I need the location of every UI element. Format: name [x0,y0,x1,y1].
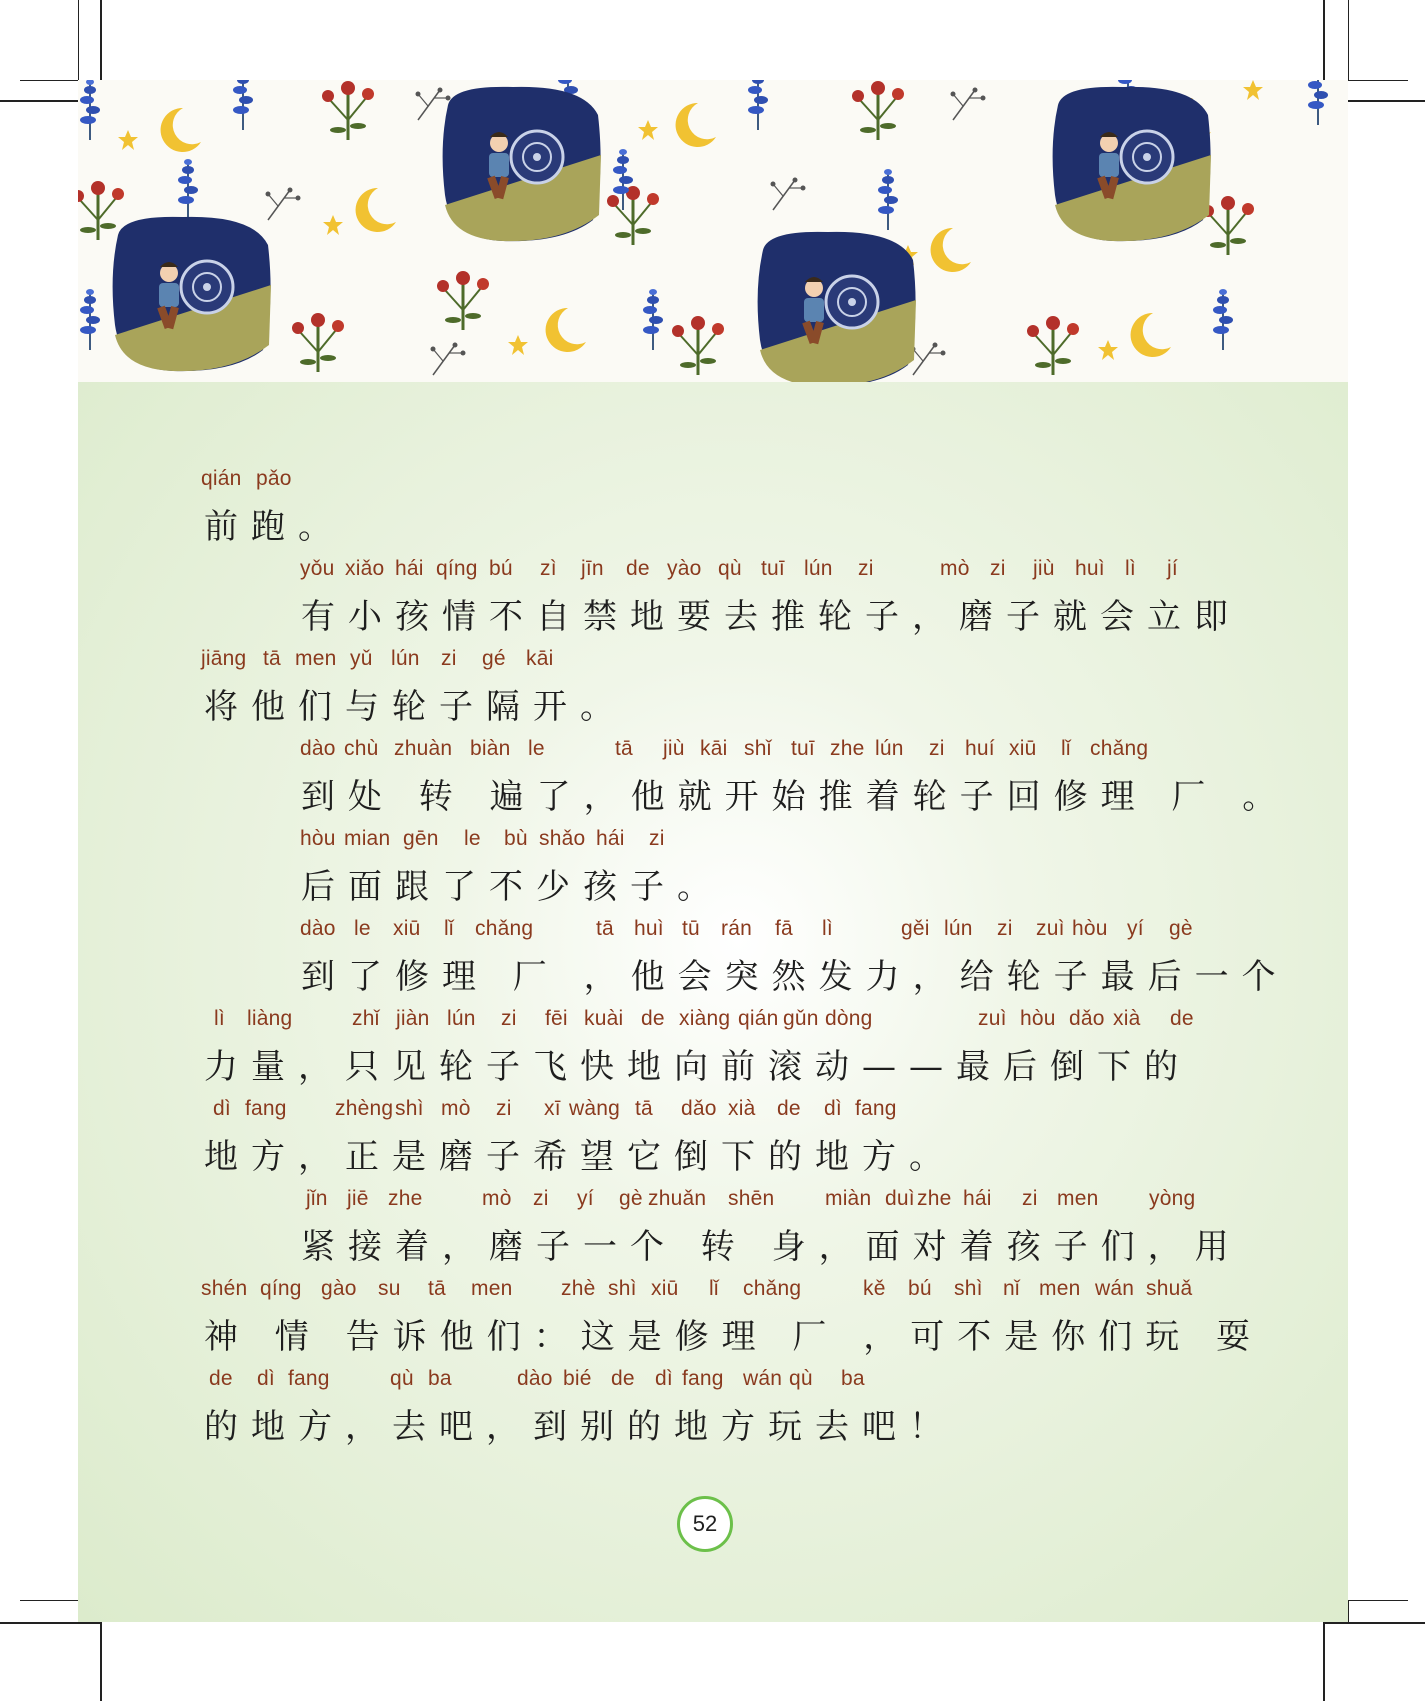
pinyin-syllable: shì [395,1097,424,1120]
text-line [78,1187,1348,1277]
text-line [78,1007,1348,1097]
pinyin-syllable: qù [789,1367,813,1390]
pinyin-syllable: zi [441,647,457,670]
chinese-text: 紧接着，磨子一个 转 身，面对着孩子们，用 [301,1227,1242,1267]
pinyin-syllable: gè [1169,917,1193,940]
pinyin-syllable: xiū [651,1277,679,1300]
pinyin-syllable: xià [728,1097,756,1120]
pinyin-syllable: miàn [825,1187,872,1210]
pinyin-syllable: le [354,917,371,940]
pinyin-syllable: gè [619,1187,643,1210]
pinyin-syllable: zi [496,1097,512,1120]
pinyin-syllable: hái [395,557,424,580]
pinyin-syllable: zuì [1036,917,1065,940]
pinyin-syllable: de [1170,1007,1194,1030]
pinyin-syllable: mò [940,557,970,580]
pinyin-syllable: zhuǎn [648,1187,707,1210]
pinyin-row [78,737,1348,763]
pinyin-syllable: yǔ [350,647,373,670]
pinyin-syllable: hái [596,827,625,850]
pinyin-syllable: tā [263,647,281,670]
pinyin-syllable: lún [391,647,420,670]
pinyin-syllable: qián [738,1007,779,1030]
pinyin-syllable: wán [743,1367,783,1390]
crop-mark [1348,1600,1408,1601]
crop-mark [0,1622,100,1624]
pinyin-syllable: gé [482,647,506,670]
pinyin-syllable: men [1057,1187,1099,1210]
pinyin-syllable: qián [201,467,242,490]
pinyin-syllable: dào [300,737,336,760]
crop-mark [1325,1622,1425,1624]
pinyin-syllable: kě [863,1277,886,1300]
pinyin-syllable: zi [929,737,945,760]
pinyin-syllable: gǔn [783,1007,819,1030]
text-line [78,1277,1348,1367]
pinyin-row [78,1007,1348,1033]
pinyin-syllable: chǎng [1090,737,1149,760]
pinyin-syllable: lǐ [709,1277,719,1300]
pinyin-syllable: qíng [260,1277,302,1300]
pinyin-row [78,467,1348,493]
pinyin-syllable: huí [965,737,995,760]
pinyin-syllable: xiǎo [345,557,385,580]
pinyin-syllable: xiū [1009,737,1037,760]
pinyin-syllable: lún [447,1007,476,1030]
pinyin-syllable: duì [885,1187,915,1210]
pinyin-syllable: zi [649,827,665,850]
pinyin-syllable: xī [544,1097,561,1120]
pinyin-syllable: tuī [791,737,815,760]
pinyin-syllable: qíng [436,557,478,580]
pinyin-syllable: kāi [700,737,728,760]
pinyin-syllable: tā [635,1097,653,1120]
pinyin-syllable: lún [875,737,904,760]
pinyin-syllable: fang [288,1367,330,1390]
pinyin-syllable: zi [533,1187,549,1210]
pinyin-syllable: lún [804,557,833,580]
pinyin-syllable: yòng [1149,1187,1196,1210]
pinyin-row [78,1277,1348,1303]
pinyin-syllable: xiū [393,917,421,940]
pinyin-syllable: tū [682,917,700,940]
pinyin-syllable: kuài [584,1007,624,1030]
pinyin-syllable: tā [615,737,633,760]
pinyin-syllable: men [295,647,337,670]
pinyin-syllable: dào [300,917,336,940]
pinyin-syllable: yǒu [300,557,335,580]
pinyin-syllable: bú [489,557,513,580]
pinyin-syllable: jiàn [396,1007,430,1030]
pinyin-syllable: pǎo [256,467,292,490]
pinyin-syllable: bú [908,1277,932,1300]
pinyin-syllable: rán [721,917,752,940]
chinese-text: 前跑。 [204,507,345,547]
chinese-text: 力量，只见轮子飞快地向前滚动——最后倒下的 [204,1047,1191,1087]
chinese-text: 神 情 告诉他们：这是修理 厂 ，可不是你们玩 耍 [204,1317,1264,1357]
pinyin-syllable: chǎng [475,917,534,940]
pinyin-syllable: fang [245,1097,287,1120]
pinyin-syllable: men [1039,1277,1081,1300]
pinyin-syllable: qù [390,1367,414,1390]
pinyin-syllable: yí [577,1187,594,1210]
pinyin-syllable: fā [775,917,793,940]
chinese-text: 到了修理 厂 ，他会突然发力，给轮子最后一个 [301,957,1289,997]
pinyin-syllable: shuǎ [1146,1277,1193,1300]
pinyin-syllable: hái [963,1187,992,1210]
pinyin-syllable: shén [201,1277,248,1300]
pinyin-syllable: jǐn [306,1187,328,1210]
pinyin-syllable: dǎo [681,1097,717,1120]
chinese-text: 地方，正是磨子希望它倒下的地方。 [204,1137,956,1177]
text-line [78,1367,1348,1457]
pinyin-syllable: tā [428,1277,446,1300]
crop-mark [100,1622,102,1701]
text-panel [78,382,1348,1622]
pinyin-syllable: bù [504,827,528,850]
illustration-pattern [78,80,1348,382]
pinyin-syllable: shēn [728,1187,775,1210]
pinyin-syllable: ba [428,1367,452,1390]
pinyin-syllable: shǎo [539,827,586,850]
pinyin-syllable: qù [718,557,742,580]
pinyin-syllable: fang [682,1367,724,1390]
pinyin-syllable: zi [858,557,874,580]
pinyin-syllable: tā [596,917,614,940]
text-line [78,917,1348,1007]
pinyin-syllable: zi [1022,1187,1038,1210]
pinyin-syllable: bié [563,1367,592,1390]
pinyin-syllable: le [528,737,545,760]
pinyin-syllable: jiē [347,1187,369,1210]
pinyin-syllable: mian [344,827,391,850]
pinyin-syllable: dì [655,1367,673,1390]
pinyin-syllable: jiāng [201,647,247,670]
crop-mark [1348,80,1408,81]
pinyin-syllable: hòu [1020,1007,1056,1030]
page-number: 52 [677,1496,733,1552]
pinyin-syllable: zì [540,557,557,580]
pinyin-syllable: gēn [403,827,439,850]
pinyin-syllable: jiù [1033,557,1055,580]
pinyin-syllable: shǐ [744,737,772,760]
pinyin-syllable: lún [944,917,973,940]
text-line [78,467,1348,557]
pinyin-syllable: yí [1127,917,1144,940]
pinyin-syllable: xià [1113,1007,1141,1030]
pinyin-syllable: chù [344,737,379,760]
pinyin-syllable: tuī [761,557,785,580]
pinyin-syllable: chǎng [743,1277,802,1300]
pinyin-row [78,917,1348,943]
pinyin-row [78,1187,1348,1213]
crop-mark [20,1600,78,1601]
pinyin-syllable: jiù [663,737,685,760]
pinyin-row [78,557,1348,583]
crop-mark [1348,1600,1349,1622]
pinyin-syllable: dào [517,1367,553,1390]
pinyin-syllable: zhǐ [352,1007,380,1030]
pinyin-syllable: hòu [1072,917,1108,940]
pinyin-syllable: jīn [581,557,604,580]
pinyin-syllable: zhe [917,1187,952,1210]
pinyin-syllable: dì [257,1367,275,1390]
pinyin-syllable: zuì [978,1007,1007,1030]
pinyin-syllable: fēi [545,1007,568,1030]
pinyin-syllable: zi [990,557,1006,580]
pinyin-syllable: zhèng [335,1097,394,1120]
pinyin-syllable: dòng [825,1007,873,1030]
pinyin-syllable: zhe [830,737,865,760]
chinese-text: 后面跟了不少孩子。 [301,867,724,907]
pinyin-row [78,1367,1348,1393]
pinyin-syllable: zhè [561,1277,596,1300]
pinyin-syllable: xiàng [679,1007,731,1030]
chinese-text: 有小孩情不自禁地要去推轮子，磨子就会立即 [301,597,1241,637]
crop-mark [78,0,79,80]
pinyin-syllable: lì [822,917,833,940]
pinyin-syllable: gào [321,1277,357,1300]
pinyin-syllable: shì [954,1277,983,1300]
pinyin-syllable: fang [855,1097,897,1120]
pinyin-syllable: shì [608,1277,637,1300]
pinyin-syllable: de [611,1367,635,1390]
pinyin-syllable: dì [213,1097,231,1120]
illustration-banner [78,80,1348,382]
pinyin-syllable: lì [214,1007,225,1030]
pinyin-syllable: nǐ [1003,1277,1020,1300]
crop-mark [1348,0,1349,80]
pinyin-syllable: lì [1125,557,1136,580]
pinyin-syllable: mò [482,1187,512,1210]
crop-mark [20,80,78,81]
pinyin-syllable: zhe [388,1187,423,1210]
pinyin-syllable: de [777,1097,801,1120]
pinyin-row [78,827,1348,853]
pinyin-syllable: zi [997,917,1013,940]
pinyin-syllable: mò [441,1097,471,1120]
pinyin-syllable: zi [501,1007,517,1030]
chinese-text: 将他们与轮子隔开。 [204,687,627,727]
pinyin-syllable: dǎo [1069,1007,1105,1030]
pinyin-syllable: huì [634,917,664,940]
pinyin-syllable: jí [1167,557,1178,580]
text-line [78,737,1348,827]
pinyin-syllable: zhuàn [394,737,453,760]
pinyin-syllable: biàn [470,737,511,760]
crop-mark [1323,1622,1325,1701]
pinyin-syllable: de [641,1007,665,1030]
pinyin-syllable: lǐ [1061,737,1071,760]
pinyin-syllable: dì [824,1097,842,1120]
pinyin-syllable: su [378,1277,401,1300]
pinyin-syllable: huì [1075,557,1105,580]
pinyin-syllable: lǐ [444,917,454,940]
chinese-text: 到处 转 遍了，他就开始推着轮子回修理 厂 。 [301,777,1290,817]
pinyin-syllable: wàng [569,1097,621,1120]
pinyin-syllable: yào [667,557,702,580]
pinyin-syllable: de [209,1367,233,1390]
chinese-text: 的地方，去吧，到别的地方玩去吧！ [204,1407,956,1447]
pinyin-syllable: men [471,1277,513,1300]
pinyin-syllable: gěi [901,917,930,940]
text-line [78,647,1348,737]
pinyin-syllable: le [464,827,481,850]
pinyin-syllable: hòu [300,827,336,850]
pinyin-syllable: ba [841,1367,865,1390]
pinyin-syllable: kāi [526,647,554,670]
text-line [78,1097,1348,1187]
pinyin-row [78,1097,1348,1123]
text-line [78,827,1348,917]
pinyin-syllable: liàng [247,1007,293,1030]
pinyin-row [78,647,1348,673]
pinyin-syllable: de [626,557,650,580]
text-line [78,557,1348,647]
pinyin-syllable: wán [1095,1277,1135,1300]
